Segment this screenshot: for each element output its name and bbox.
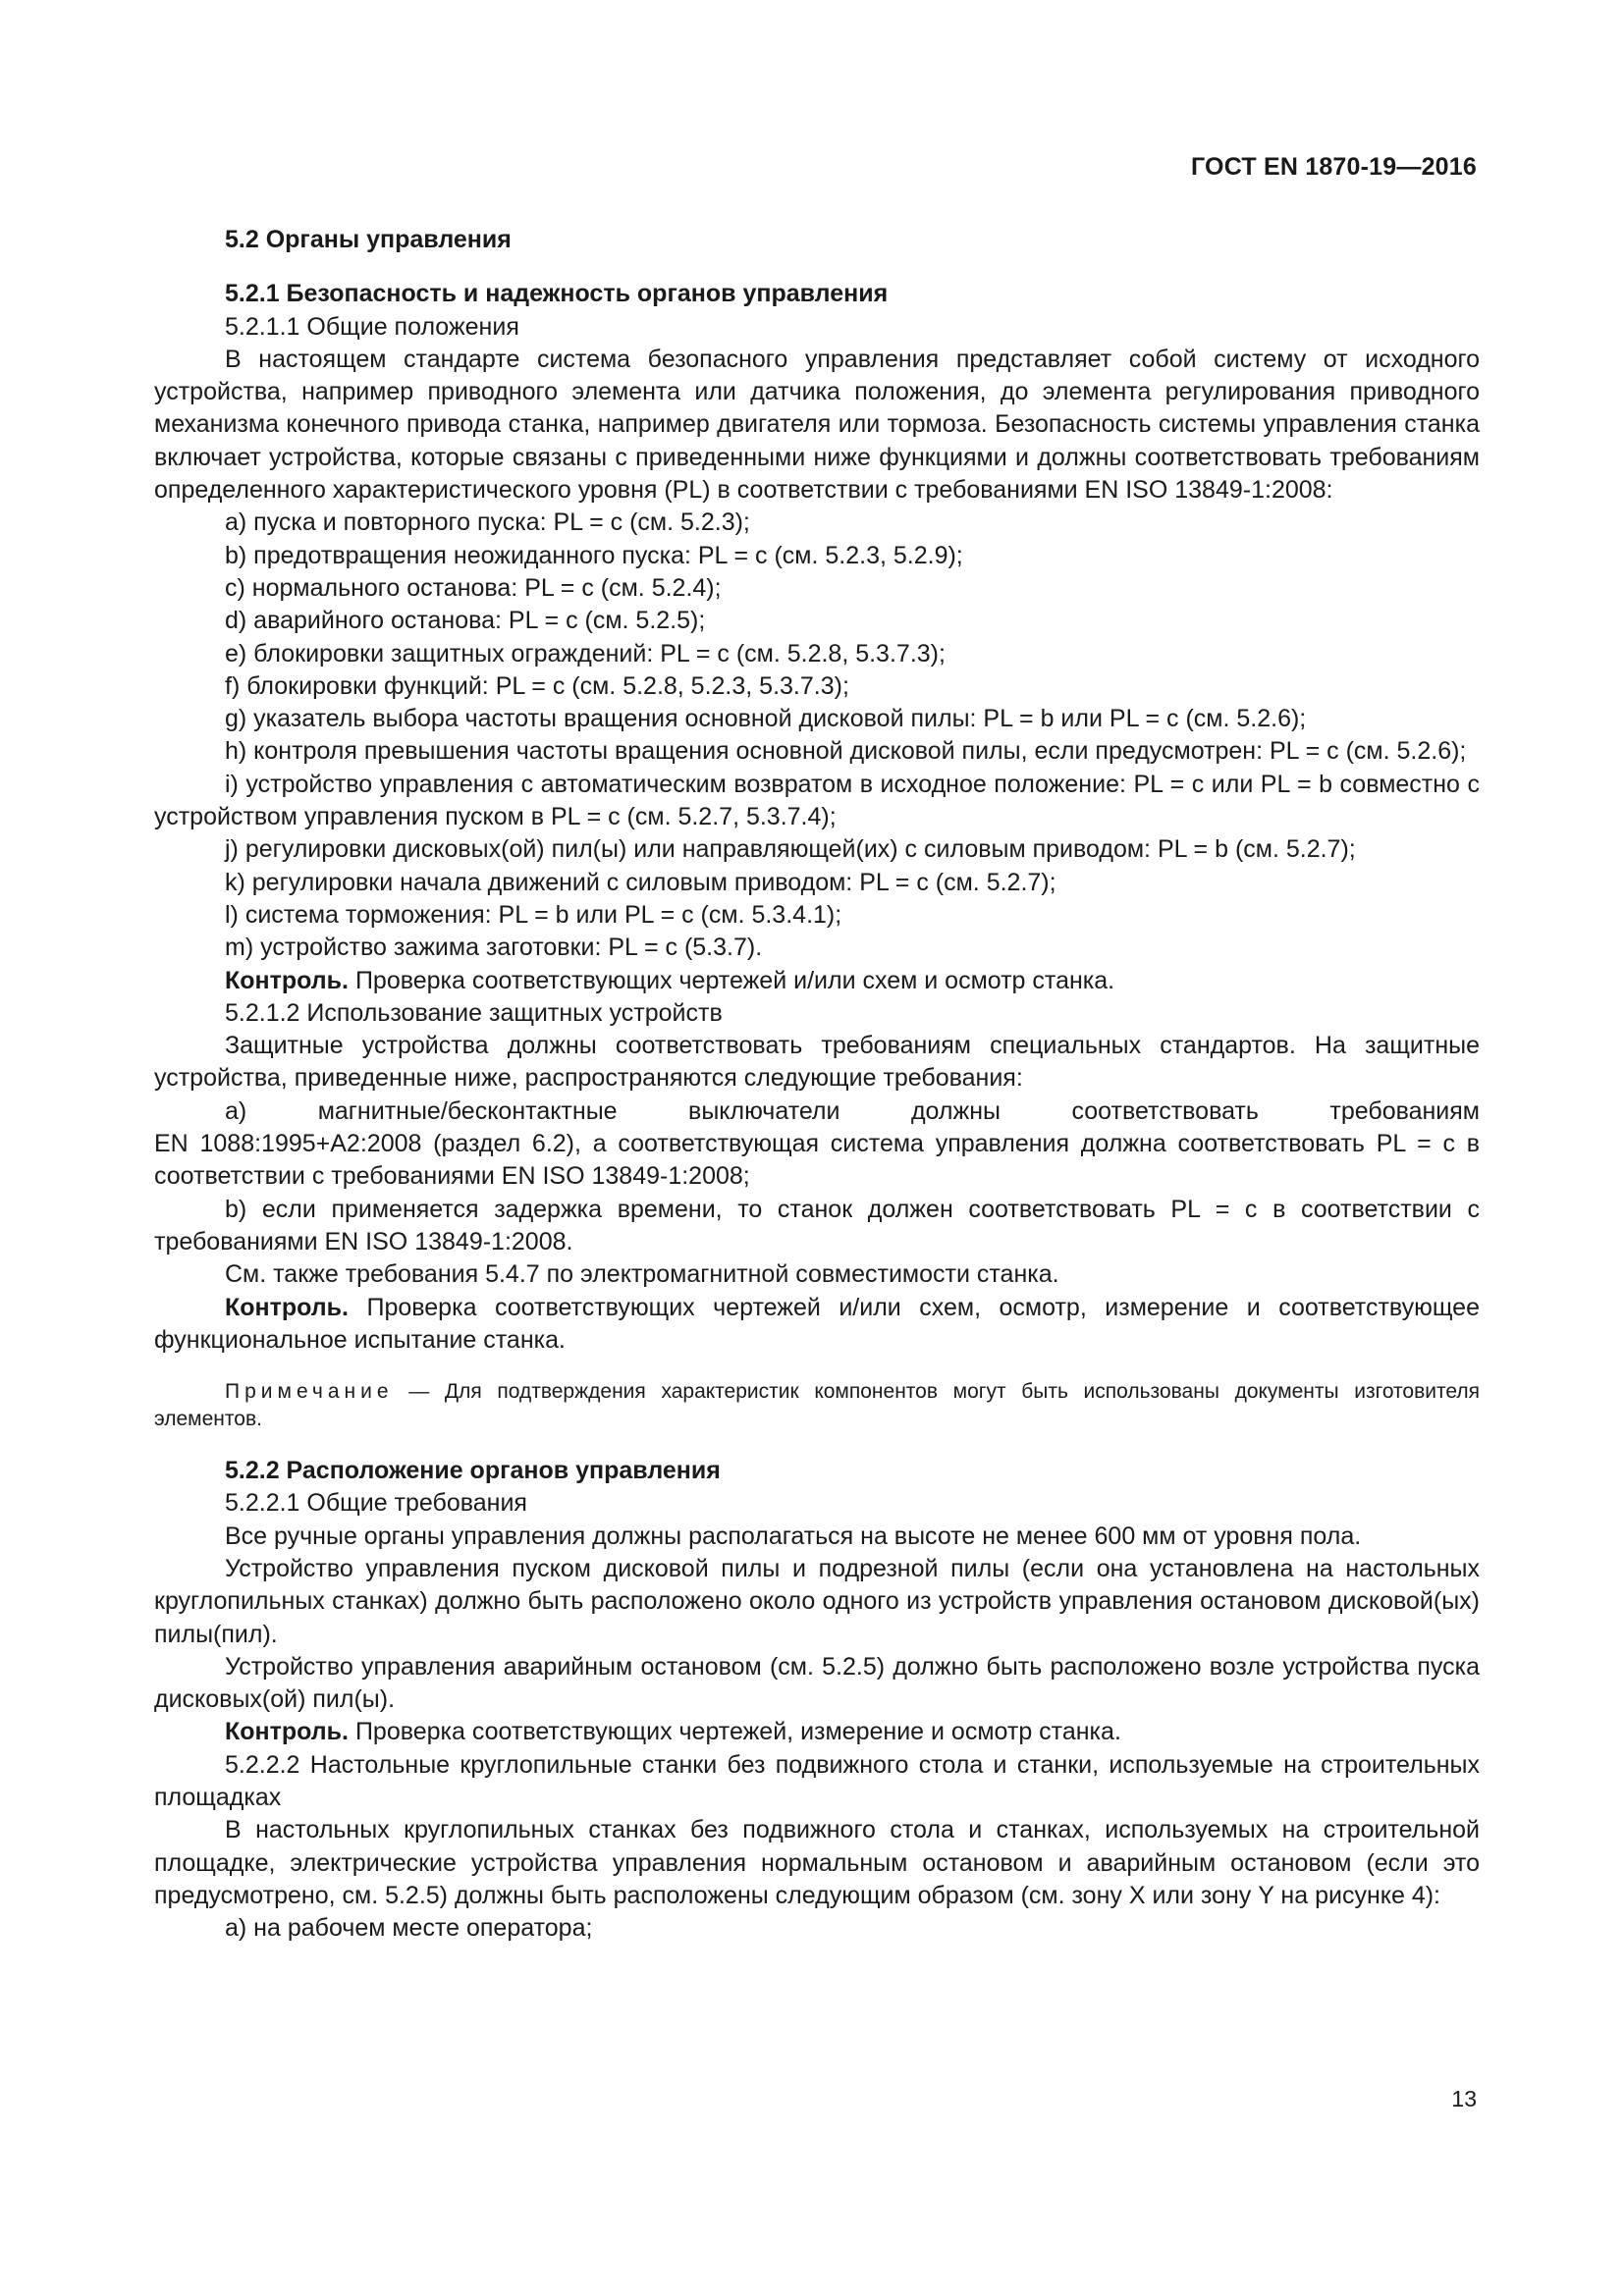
list-item-m: m) устройство зажима заготовки: PL = c (5.3.7).: [225, 934, 763, 962]
note-label: Примечание: [225, 1380, 394, 1404]
control-text: Проверка соответствующих чертежей, измерение и осмотр станка.: [349, 1718, 1121, 1746]
paragraph-protective-devices: Защитные устройства должны соответствовать требованиям специальных стандартов. На защитные устройства, приведенные ниже, распространяются следующие требования:: [154, 1032, 1480, 1093]
list-item-l: l) система торможения: PL = b или PL = c (см. 5.3.4.1);: [225, 900, 842, 929]
paragraph-start-control: Устройство управления пуском дисковой пилы и подрезной пилы (если она установлена на настольных круглопильных станках) должно быть расположено около одного из устройств управления остановом дисковой(ых) пилы(пил).: [154, 1554, 1480, 1648]
list-item-a-rest: EN 1088:1995+A2:2008 (раздел 6.2), а соответствующая система управления должна соответствовать PL = c в соответствии с требованиями EN ISO 13849-1:2008;: [154, 1130, 1480, 1191]
control-paragraph: [154, 1292, 1480, 1358]
list-item-b: b) предотвращения неожиданного пуска: PL = c (см. 5.2.3, 5.2.9);: [225, 541, 963, 569]
list-item-i: i) устройство управления с автоматическим возвратом в исходное положение: PL = c или PL = b совместно с устройством управления пуском в PL = c (см. 5.2.7, 5.3.7.4);: [154, 770, 1480, 831]
standard-designation: ГОСТ EN 1870-19—2016: [1191, 153, 1477, 181]
control-label: Контроль.: [225, 966, 349, 994]
note-paragraph: [154, 1378, 1480, 1433]
list-item-j: j) регулировки дисковых(ой) пил(ы) или направляющей(их) с силовым приводом: PL = b (см. 5.2.7);: [225, 835, 1356, 864]
paragraph-height: Все ручные органы управления должны располагаться на высоте не менее 600 мм от уровня пола.: [225, 1522, 1362, 1550]
list-item-a: а) пуска и повторного пуска: PL = c (см. 5.2.3);: [225, 508, 750, 537]
section-heading-5-2-2: 5.2.2 Расположение органов управления: [225, 1457, 721, 1485]
paragraph-see-also: См. также требования 5.4.7 по электромагнитной совместимости станка.: [225, 1260, 1059, 1289]
list-item-h: h) контроля превышения частоты вращения основной дисковой пилы, если предусмотрен: PL = c (см. 5.2.6);: [225, 737, 1467, 766]
subsection-heading-5-2-1-2: 5.2.1.2 Использование защитных устройств: [225, 998, 723, 1027]
list-item-b-delay: b) если применяется задержка времени, то станок должен соответствовать PL = c в соответствии с требованиями EN ISO 13849-1:2008.: [154, 1195, 1480, 1255]
list-item-e: e) блокировки защитных ограждений: PL = c (см. 5.2.8, 5.3.7.3);: [225, 639, 946, 667]
list-item-g: g) указатель выбора частоты вращения основной дисковой пилы: PL = b или PL = c (см. 5.2.6);: [225, 705, 1307, 733]
subsection-heading-5-2-2-1: 5.2.2.1 Общие требования: [225, 1489, 527, 1518]
control-paragraph: [154, 965, 1480, 997]
control-label: Контроль.: [225, 1718, 349, 1746]
list-item-a-line1: а) магнитные/бесконтактные выключатели должны соответствовать требованиям: [225, 1096, 1480, 1125]
list-item-k: k) регулировки начала движений с силовым приводом: PL = c (см. 5.2.7);: [225, 868, 1056, 896]
list-item-a-operator: а) на рабочем месте оператора;: [225, 1914, 593, 1943]
paragraph-intro: В настоящем стандарте система безопасного управления представляет собой систему от исходного устройства, например приводного элемента или датчика положения, до элемента регулирования приводного механизма конечного привода станка, например двигателя или тормоза. Безопасность системы управления станка включает устройства, которые связаны с приведенными ниже функциями и должны соответствовать требованиям определенного характеристического уровня (PL) в соответствии с требованиями EN ISO 13849-1:2008:: [154, 345, 1480, 505]
section-heading-5-2-1: 5.2.1 Безопасность и надежность органов управления: [225, 280, 889, 308]
control-label: Контроль.: [225, 1293, 349, 1321]
control-text: Проверка соответствующих чертежей и/или схем и осмотр станка.: [349, 966, 1115, 994]
note-text: — Для подтверждения характеристик компонентов могут быть использованы документы изготовителя элементов.: [154, 1380, 1480, 1431]
list-item-d: d) аварийного останова: PL = c (см. 5.2.5);: [225, 607, 706, 635]
paragraph-emergency-stop: Устройство управления аварийным остановом (см. 5.2.5) должно быть расположено возле устройства пуска дисковых(ой) пил(ы).: [154, 1652, 1480, 1714]
section-heading-5-2: 5.2 Органы управления: [225, 226, 512, 253]
list-item-f: f) блокировки функций: PL = c (см. 5.2.8, 5.2.3, 5.3.7.3);: [225, 671, 849, 700]
control-text: Проверка соответствующих чертежей и/или схем, осмотр, измерение и соответствующее функциональное испытание станка.: [154, 1293, 1480, 1354]
list-item-c: c) нормального останова: PL = c (см. 5.2.4);: [225, 573, 722, 602]
subsection-heading-5-2-2-2: 5.2.2.2 Настольные круглопильные станки без подвижного стола и станки, используемые на строительных площадках: [154, 1750, 1480, 1812]
control-paragraph: [154, 1716, 1480, 1748]
paragraph-site-machines: В настольных круглопильных станках без подвижного стола и станках, используемых на строительной площадке, электрические устройства управления нормальным остановом и аварийным остановом (если это предусмотрено, см. 5.2.5) должны быть расположены следующим образом (см. зону X или зону Y на рисунке 4):: [154, 1816, 1480, 1909]
document-body: [154, 224, 1480, 1946]
subsection-heading-5-2-1-1: 5.2.1.1 Общие положения: [225, 312, 519, 341]
page-number: 13: [1451, 2086, 1477, 2111]
